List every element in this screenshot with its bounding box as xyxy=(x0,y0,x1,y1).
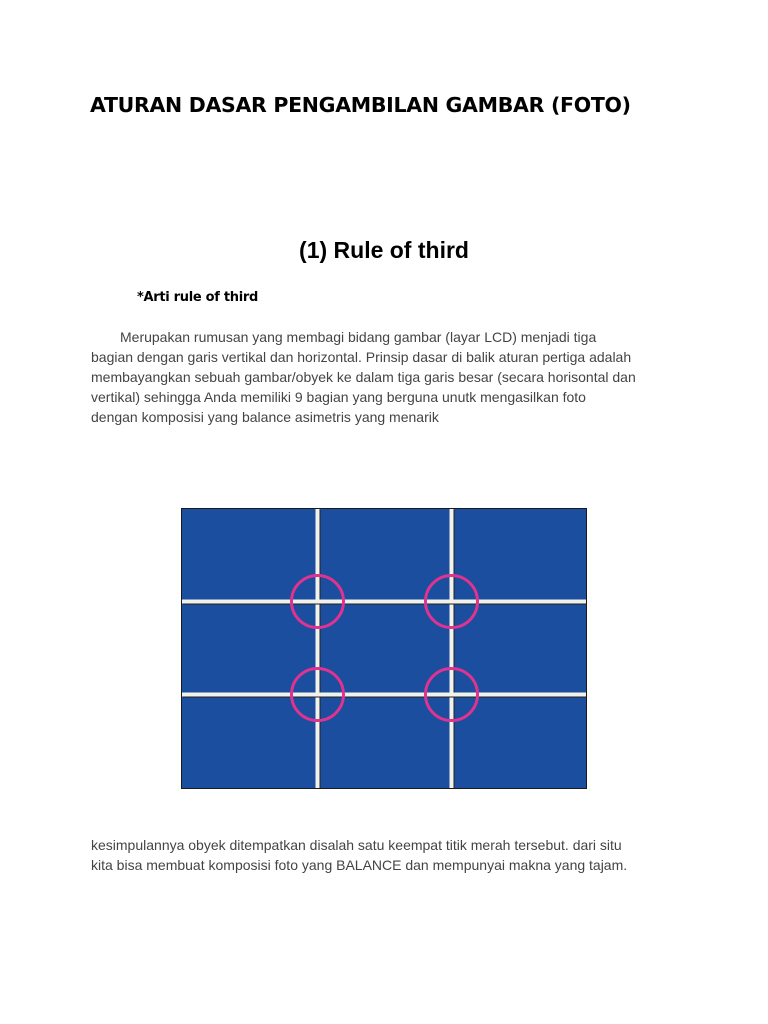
definition-paragraph xyxy=(91,327,691,427)
rule-of-thirds-grid xyxy=(182,509,586,788)
document-title: ATURAN DASAR PENGAMBILAN GAMBAR (FOTO) xyxy=(90,93,631,117)
definition-line: Merupakan rumusan yang membagi bidang gambar (layar LCD) menjadi tiga xyxy=(120,329,597,345)
definition-line: membayangkan sebuah gambar/obyek ke dalam tiga garis besar (secara horisontal dan xyxy=(91,369,636,385)
conclusion-line: kita bisa membuat komposisi foto yang BALANCE dan mempunyai makna yang tajam. xyxy=(91,857,628,873)
sub-heading: *Arti rule of third xyxy=(137,290,258,305)
conclusion-paragraph xyxy=(91,835,691,875)
conclusion-line: kesimpulannya obyek ditempatkan disalah satu keempat titik merah tersebut. dari situ xyxy=(91,837,622,853)
section-heading: (1) Rule of third xyxy=(299,237,469,263)
definition-line: vertikal) sehingga Anda memiliki 9 bagian yang berguna unutk mengasilkan foto xyxy=(91,389,586,405)
rule-of-thirds-figure xyxy=(181,508,587,789)
definition-line: dengan komposisi yang balance asimetris yang menarik xyxy=(91,409,439,425)
definition-line: bagian dengan garis vertikal dan horizontal. Prinsip dasar di balik aturan pertiga adalah xyxy=(91,349,632,365)
figure-background xyxy=(182,509,586,788)
